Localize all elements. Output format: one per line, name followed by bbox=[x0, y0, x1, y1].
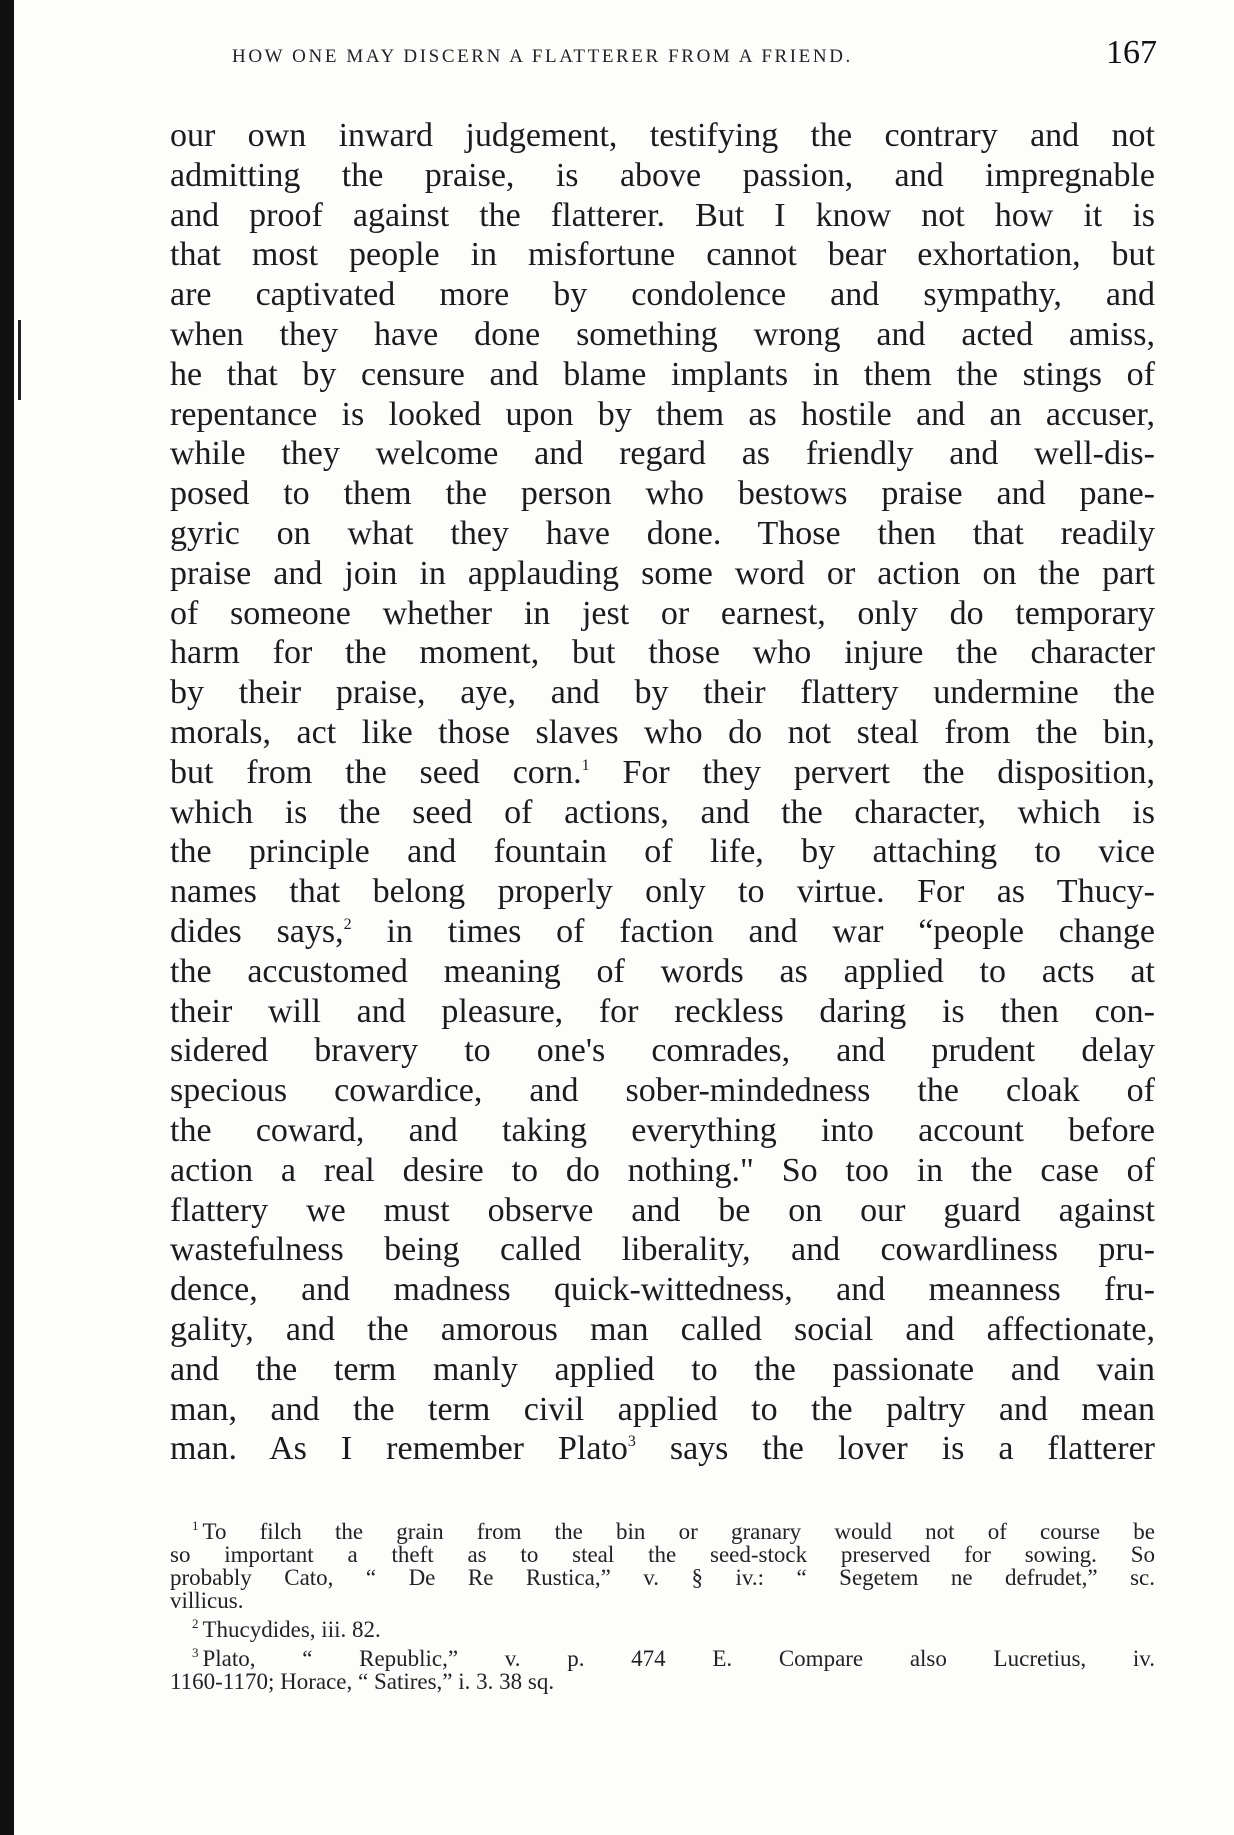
text-line: which is the seed of actions, and the character, which is bbox=[170, 793, 1155, 831]
footnote-line bbox=[170, 1647, 1155, 1670]
footnote-text: Plato, “ Republic,” v. p. 474 E. Compare also Lucretius, iv. bbox=[202, 1646, 1155, 1671]
text-line: the accustomed meaning of words as applied to acts at bbox=[170, 952, 1155, 990]
text-line: by their praise, aye, and by their flattery undermine the bbox=[170, 674, 1155, 712]
text-line: their will and pleasure, for reckless daring is then con- bbox=[170, 992, 1155, 1030]
footnote-3 bbox=[170, 1647, 1155, 1693]
text-line-head: man. As I remember Plato bbox=[170, 1430, 628, 1468]
text-line: posed to them the person who bestows praise and pane- bbox=[170, 475, 1155, 513]
text-line: specious cowardice, and sober-mindedness the cloak of bbox=[170, 1072, 1155, 1110]
footnote-line bbox=[170, 1618, 1155, 1641]
body-text bbox=[170, 116, 1155, 1469]
text-line: while they welcome and regard as friendly and well-dis- bbox=[170, 435, 1155, 473]
page-number: 167 bbox=[1106, 34, 1157, 71]
text-line: the principle and fountain of life, by attaching to vice bbox=[170, 833, 1155, 871]
text-line-head: but from the seed corn. bbox=[170, 753, 582, 791]
running-title: HOW ONE MAY DISCERN A FLATTERER FROM A FRIEND. bbox=[232, 46, 853, 67]
footnote-mark: 1 bbox=[192, 1518, 199, 1533]
footnote-ref-3[interactable]: 3 bbox=[627, 1433, 636, 1451]
text-line: our own inward judgement, testifying the contrary and not bbox=[170, 117, 1155, 154]
text-line: gyric on what they have done. Those then that readily bbox=[170, 514, 1155, 552]
text-line: admitting the praise, is above passion, and impregnable bbox=[170, 156, 1155, 194]
text-line-with-footnote-3 bbox=[170, 1429, 1155, 1469]
footnote-1 bbox=[170, 1520, 1155, 1612]
text-line: gality, and the amorous man called social and affectionate, bbox=[170, 1310, 1155, 1348]
text-line: wastefulness being called liberality, and cowardliness pru- bbox=[170, 1231, 1155, 1269]
text-line: that most people in misfortune cannot bear exhortation, but bbox=[170, 236, 1155, 274]
text-line: flattery we must observe and be on our guard against bbox=[170, 1191, 1155, 1229]
text-line: harm for the moment, but those who injure the character bbox=[170, 634, 1155, 672]
text-line: sidered bravery to one's comrades, and prudent delay bbox=[170, 1032, 1155, 1070]
text-line: morals, act like those slaves who do not steal from the bin, bbox=[170, 713, 1155, 751]
text-line-tail: For they pervert the disposition, bbox=[589, 753, 1156, 791]
footnote-line: 1160-1170; Horace, “ Satires,” i. 3. 38 sq. bbox=[170, 1669, 555, 1694]
text-line: when they have done something wrong and acted amiss, bbox=[170, 315, 1155, 353]
footnote-line bbox=[170, 1520, 1155, 1543]
footnote-mark: 3 bbox=[192, 1645, 199, 1660]
text-line: are captivated more by condolence and sympathy, and bbox=[170, 276, 1155, 314]
text-line-tail: says the lover is a flatterer bbox=[635, 1430, 1155, 1468]
footnote-line: so important a theft as to steal the seed-stock preserved for sowing. So bbox=[170, 1542, 1155, 1567]
footnote-mark: 2 bbox=[192, 1616, 199, 1631]
text-line: praise and join in applauding some word or action on the part bbox=[170, 554, 1155, 592]
text-line-head: dides says, bbox=[170, 912, 344, 950]
binding-mark bbox=[18, 320, 21, 400]
footnote-ref-2[interactable]: 2 bbox=[343, 915, 352, 933]
text-line: man, and the term civil applied to the paltry and mean bbox=[170, 1390, 1155, 1428]
binding-edge bbox=[0, 0, 14, 1835]
text-line: and proof against the flatterer. But I know not how it is bbox=[170, 196, 1155, 234]
text-line: repentance is looked upon by them as hostile and an accuser, bbox=[170, 395, 1155, 433]
page-header bbox=[232, 34, 1157, 80]
text-line: the coward, and taking everything into account before bbox=[170, 1111, 1155, 1149]
footnote-ref-1[interactable]: 1 bbox=[581, 756, 590, 774]
footnotes bbox=[170, 1520, 1155, 1693]
text-line: dence, and madness quick-wittedness, and meanness fru- bbox=[170, 1271, 1155, 1309]
footnote-line: villicus. bbox=[170, 1588, 244, 1613]
text-line: of someone whether in jest or earnest, only do temporary bbox=[170, 594, 1155, 632]
text-line: names that belong properly only to virtue. For as Thucy- bbox=[170, 873, 1155, 911]
text-line: action a real desire to do nothing." So too in the case of bbox=[170, 1151, 1155, 1189]
text-line-with-footnote-1 bbox=[170, 753, 1155, 793]
footnote-2 bbox=[170, 1618, 1155, 1641]
text-line-tail: in times of faction and war “people change bbox=[351, 912, 1156, 950]
text-line: and the term manly applied to the passionate and vain bbox=[170, 1350, 1155, 1388]
text-line: he that by censure and blame implants in them the stings of bbox=[170, 355, 1155, 393]
footnote-line: probably Cato, “ De Re Rustica,” v. § iv.: “ Segetem ne defrudet,” sc. bbox=[170, 1565, 1155, 1590]
footnote-text: To filch the grain from the bin or granary would not of course be bbox=[202, 1519, 1155, 1544]
text-line-with-footnote-2 bbox=[170, 912, 1155, 952]
footnote-text: Thucydides, iii. 82. bbox=[202, 1617, 381, 1642]
